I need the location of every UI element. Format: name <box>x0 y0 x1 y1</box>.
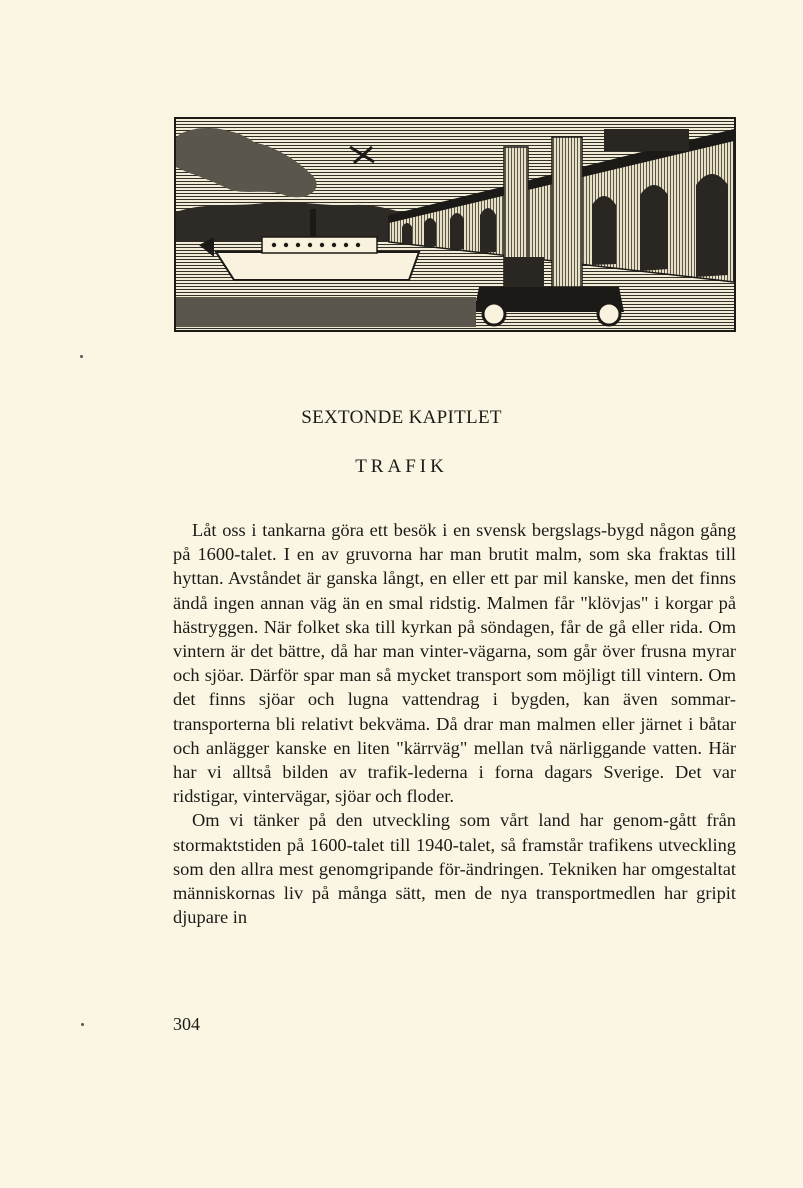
page-number: 304 <box>173 1014 200 1034</box>
paragraph: Om vi tänker på den utveckling som vårt land har genom-gått från stormaktstiden på 1600-talet till 1940-talet, så framstår trafikens utveckling som den allra mest genomgripande för-ändringen. Tekniken har omgestaltat människornas liv på många sätt, men de nya transportmedlen har gripit djupare in <box>173 810 736 928</box>
paragraph: Låt oss i tankarna göra ett besök i en svensk bergslags-bygd någon gång på 1600-talet. I en av gruvorna har man brutit malm, som ska fraktas till hyttan. Avståndet är ganska långt, en eller ett par mil kanske, men det finns ändå ingen annan väg än en smal ridstig. Malmen får "klövjas" i korgar på hästryggen. När folket ska till kyrkan på söndagen, får de gå eller rida. Om vintern är det bättre, då har man vinter-vägarna, som går över frusna myrar och sjöar. Därför spar man så mycket transport som möjligt till vintern. Om det finns sjöar och lugna vattendrag i bygden, kan även sommar-transporterna bli relativt bekväma. Då drar man malmen eller järnet i båtar och anlägger kanske en liten "kärrväg" mellan två närliggande vatten. Här har vi alltså bilden av trafik-lederna i forna dagars Sverige. Det var ridstigar, vintervägar, sjöar och floder. <box>173 520 736 807</box>
paper-speck <box>80 355 83 358</box>
chapter-illustration <box>174 117 736 332</box>
chapter-title: TRAFIK <box>355 456 448 477</box>
paper-speck <box>81 1023 84 1026</box>
chapter-label: SEXTONDE KAPITLET <box>301 407 502 428</box>
body-text <box>173 518 736 929</box>
woodcut-steamboat-viaduct-icon <box>174 117 736 332</box>
